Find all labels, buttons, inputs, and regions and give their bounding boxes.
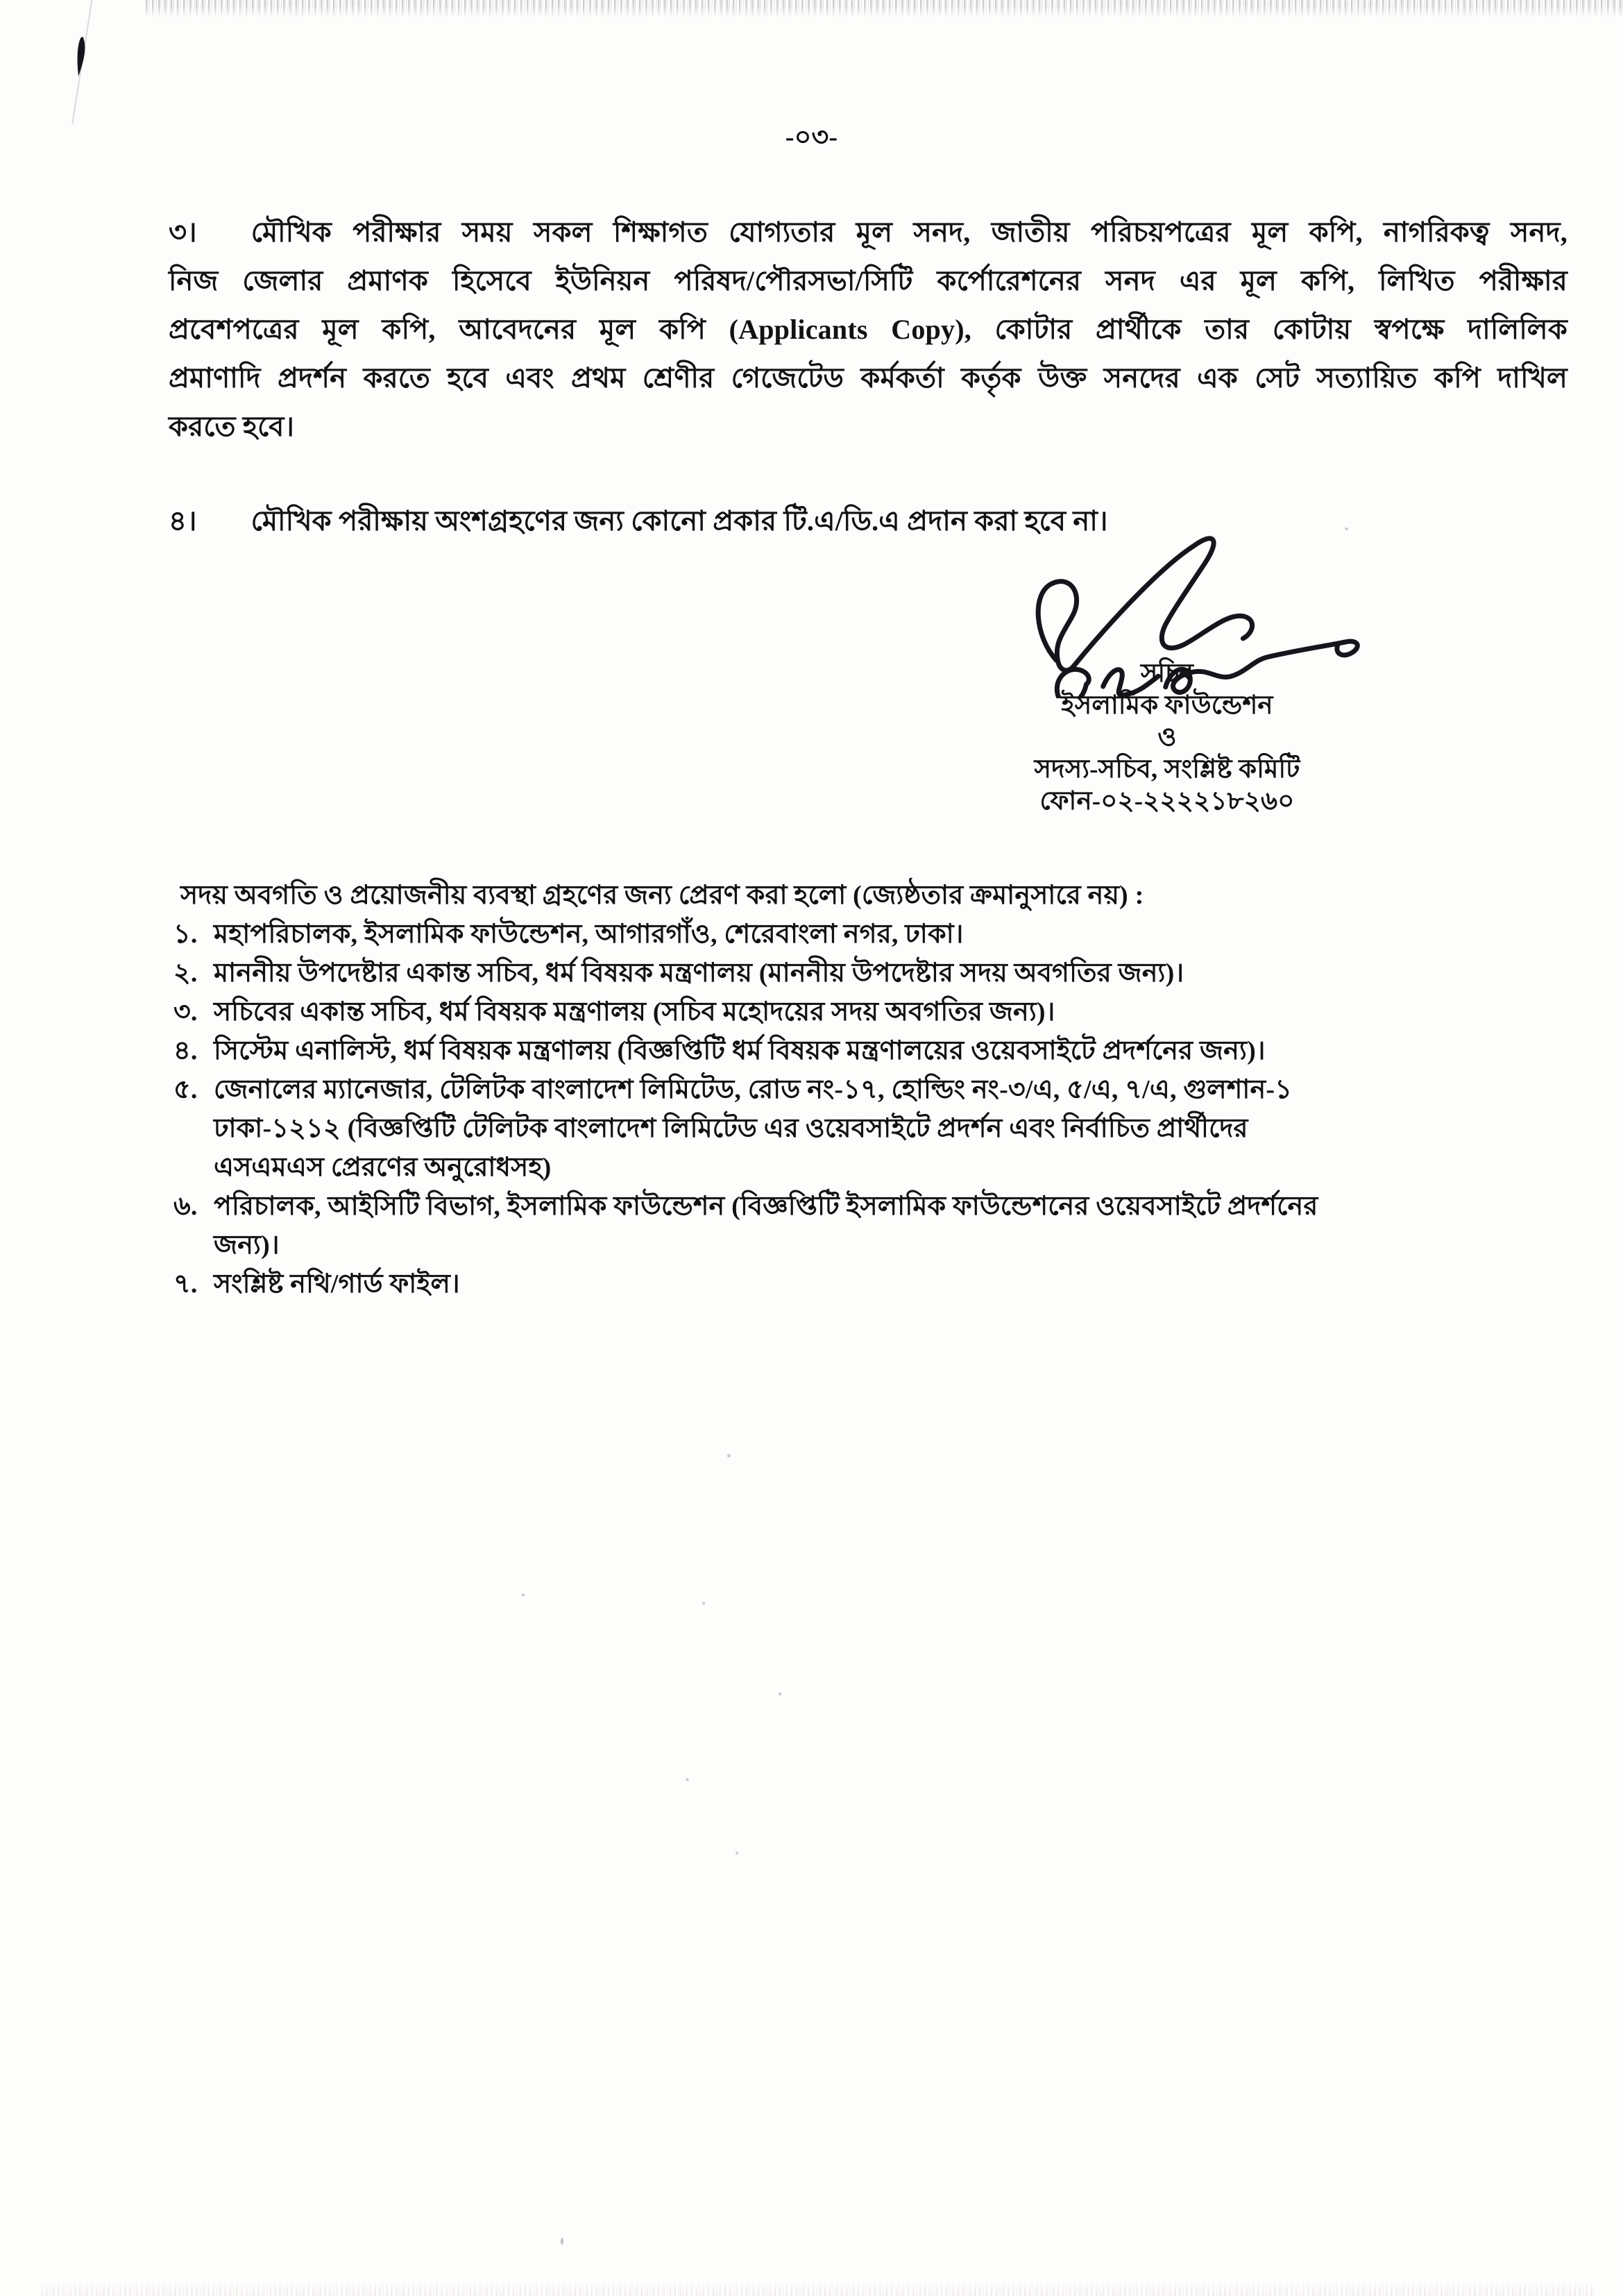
dist-row <box>173 1265 1568 1303</box>
dist-row-continuation <box>173 1226 1568 1265</box>
paragraph-3-text: মৌখিক পরীক্ষার সময় সকল শিক্ষাগত যোগ্যতার মূল সনদ, জাতীয় পরিচয়পত্রের মূল কপি, নাগরিকত্ব সনদ, <box>250 217 1567 248</box>
ink-comma-mark <box>71 36 90 79</box>
signatory-role: সদস্য-সচিব, সংশ্লিষ্ট কমিটি <box>1034 755 1300 784</box>
dist-row-number: ৫. <box>173 1075 198 1104</box>
dist-row-continuation <box>173 1148 1568 1187</box>
dist-row <box>173 1070 1568 1109</box>
paragraph-3-line-2: নিজ জেলার প্রমাণক হিসেবে ইউনিয়ন পরিষদ/পৌরসভা/সিটি কর্পোরেশনের সনদ এর মূল কপি, লিখিত পরীক্ষার <box>169 265 1567 296</box>
scan-speck <box>561 2238 563 2245</box>
dist-row-text: এসএমএস প্রেরণের অনুরোধসহ) <box>214 1153 552 1182</box>
distribution-heading: সদয় অবগতি ও প্রয়োজনীয় ব্যবস্থা গ্রহণের জন্য প্রেরণ করা হলো (জ্যেষ্ঠতার ক্রমানুসারে নয়) : <box>180 881 1144 910</box>
page-number: -০৩- <box>785 123 838 152</box>
scan-speck <box>522 1594 525 1596</box>
dist-row-continuation <box>173 1109 1568 1148</box>
dist-row-number: ৬. <box>173 1192 198 1221</box>
dist-row-text: মাননীয় উপদেষ্টার একান্ত সচিব, ধর্ম বিষয়ক মন্ত্রণালয় (মাননীয় উপদেষ্টার সদয় অবগতির জন্য)। <box>214 959 1184 988</box>
paragraph-3-line-5: করতে হবে। <box>169 411 295 442</box>
dist-row-number <box>173 1226 214 1265</box>
signature-block <box>958 658 1377 818</box>
dist-row-number: ৭. <box>173 1269 198 1299</box>
scan-speck <box>702 1602 705 1605</box>
scan-speck <box>1345 527 1348 530</box>
dist-row-text: ঢাকা-১২১২ (বিজ্ঞপ্তিটি টেলিটক বাংলাদেশ লিমিটেড এর ওয়েবসাইটে প্রদর্শন এবং নির্বাচিত প্রার্থীদের <box>214 1114 1248 1143</box>
dist-row-text: সিস্টেম এনালিস্ট, ধর্ম বিষয়ক মন্ত্রণালয় (বিজ্ঞপ্তিটি ধর্ম বিষয়ক মন্ত্রণালয়ের ওয়েবসাইটে প্রদর্শনের জন্য)। <box>214 1036 1266 1065</box>
paragraph-4-text: মৌখিক পরীক্ষায় অংশগ্রহণের জন্য কোনো প্রকার টি.এ/ডি.এ প্রদান করা হবে না। <box>250 505 1108 537</box>
dist-row-text: পরিচালক, আইসিটি বিভাগ, ইসলামিক ফাউন্ডেশন (বিজ্ঞপ্তিটি ইসলামিক ফাউন্ডেশনের ওয়েবসাইটে প্রদর্শনের <box>214 1192 1318 1221</box>
signature-conjunction: ও <box>1157 723 1177 752</box>
distribution-list <box>173 876 1568 1303</box>
scan-speck <box>727 1454 731 1458</box>
dist-row-text: সংশ্লিষ্ট নথি/গার্ড ফাইল। <box>214 1269 460 1299</box>
dist-row <box>173 1031 1568 1070</box>
signatory-title: সচিব <box>1140 659 1194 688</box>
dist-row-text: জন্য)। <box>214 1231 280 1260</box>
dist-row <box>173 954 1568 993</box>
scan-speck <box>686 1778 689 1781</box>
dist-row-text: মহাপরিচালক, ইসলামিক ফাউন্ডেশন, আগারগাঁও, শেরেবাংলা নগর, ঢাকা। <box>214 920 964 949</box>
signatory-phone: ফোন-০২-২২২২১৮২৬০ <box>1039 787 1295 816</box>
dist-row-number: ১. <box>173 920 198 949</box>
scan-speck <box>736 1852 738 1855</box>
paragraph-3-line-3: প্রবেশপত্রের মূল কপি, আবেদনের মূল কপি (Applicants Copy), কোটার প্রার্থীকে তার কোটায় স্বপক্ষে দালিলিক <box>169 314 1567 345</box>
dist-row-text: জেনালের ম্যানেজার, টেলিটক বাংলাদেশ লিমিটেড, রোড নং-১৭, হোল্ডিং নং-৩/এ, ৫/এ, ৭/এ, গুলশান-১ <box>214 1075 1293 1104</box>
signatory-org: ইসলামিক ফাউন্ডেশন <box>1061 691 1273 720</box>
paragraph-4-number: ৪। <box>169 505 197 537</box>
paragraph-3-number: ৩। <box>169 217 197 248</box>
dist-row <box>173 915 1568 954</box>
scanner-noise-band-bottom <box>42 2281 1595 2296</box>
paragraph-3-line-4: প্রমাণাদি প্রদর্শন করতে হবে এবং প্রথম শ্রেণীর গেজেটেড কর্মকর্তা কর্তৃক উক্ত সনদের এক সেট সত্যায়িত কপি দাখিল <box>169 362 1567 394</box>
dist-row <box>173 1187 1568 1226</box>
scanner-noise-band-top <box>146 0 1623 18</box>
dist-row-number: ৪. <box>173 1036 198 1065</box>
dist-row-number <box>173 1109 214 1148</box>
paragraph-3 <box>169 208 1567 451</box>
paragraph-3-line-1 <box>169 208 1567 257</box>
dist-row-number: ৩. <box>173 997 198 1027</box>
dist-row-number: ২. <box>173 959 198 988</box>
dist-row-number <box>173 1148 214 1187</box>
scan-speck <box>779 1692 781 1696</box>
dist-row-text: সচিবের একান্ত সচিব, ধর্ম বিষয়ক মন্ত্রণালয় (সচিব মহোদয়ের সদয় অবগতির জন্য)। <box>214 997 1055 1027</box>
dist-row <box>173 993 1568 1031</box>
